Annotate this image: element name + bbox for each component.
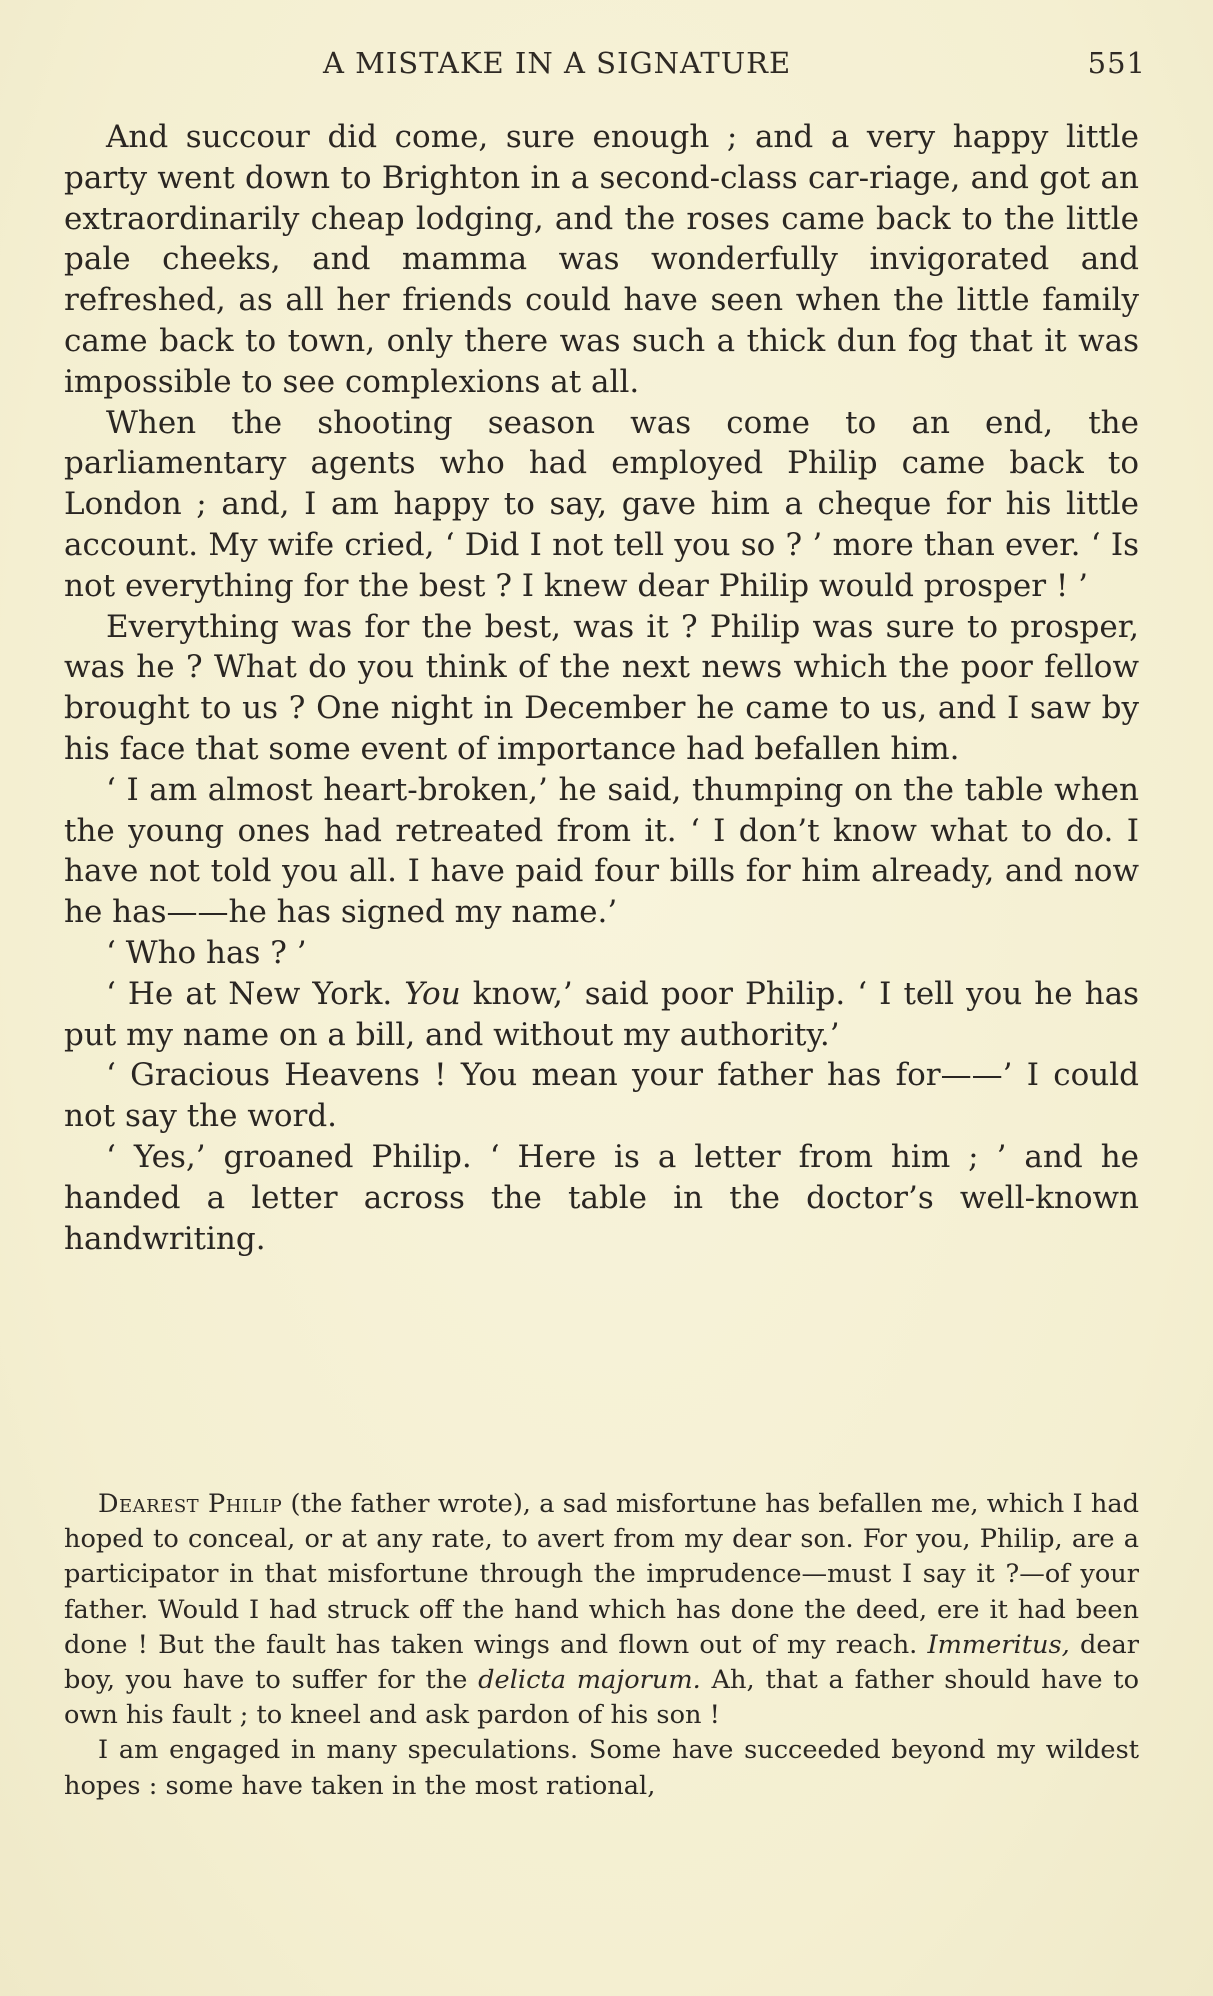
text-run: Ah, that a father should have to own his fault ; to kneel and ask pardon of his son ! xyxy=(64,1665,1139,1731)
letter-paragraph xyxy=(64,1487,1139,1733)
letter-paragraph: I am engaged in many speculations. Some have succeeded beyond my wildest hopes : some have taken in the most rational, xyxy=(64,1735,1139,1801)
text-run: dear boy, you have to suffer for the xyxy=(64,1629,1139,1696)
text-run: ‘ He at New York. xyxy=(106,975,405,1012)
paragraph: Everything was for the best, was it ? Philip was sure to prosper, was he ? What do you think of the next news which the poor fellow brought to us ? One night in December he came to us, and I saw by his face that some event of importance had befallen him. xyxy=(64,608,1139,767)
paragraph: When the shooting season was come to an end, the parliamentary agents who had employed Philip came back to London ; and, I am happy to say, gave him a cheque for his little account. My wife cried, ‘ Did I not tell you so ? ’ more than ever. ‘ Is not everything for the best ? I knew dear Philip would prosper ! ’ xyxy=(64,404,1139,604)
text-run: (the father wrote), a sad misfortune has befallen me, which I had hoped to conceal, or at any rate, to avert from my dear son. For you, Philip, are a participator in that misfortune through the imprudence—must I say it ?—of your father. Would I had struck off the hand which has done the deed, ere it had been done ! But the fault has taken wings and flown out of my reach. xyxy=(64,1489,1139,1660)
italic-run: Immeritus, xyxy=(927,1629,1070,1660)
paragraph xyxy=(64,974,1139,1056)
quoted-letter xyxy=(64,1487,1139,1804)
italic-run: delicta majorum. xyxy=(478,1665,701,1696)
text-run: know,’ said poor Philip. ‘ I tell you he has put my name on a bill, and without my authority.’ xyxy=(64,975,1140,1053)
paragraph: ‘ Gracious Heavens ! You mean your father has for——’ I could not say the word. xyxy=(64,1057,1139,1135)
letter-salutation: Dearest Philip xyxy=(98,1489,283,1519)
page-number: 551 xyxy=(1087,46,1146,80)
running-title: A MISTAKE IN A SIGNATURE xyxy=(323,46,792,80)
paragraph: And succour did come, sure enough ; and a very happy little party went down to Brighton in a second-class car-riage, and got an extraordinarily cheap lodging, and the roses came back to the little pale cheeks, and mamma was wonderfully invigorated and refreshed, as all her friends could have seen when the little family came back to town, only there was such a thick dun fog that it was impossible to see complexions at all. xyxy=(64,119,1139,400)
narrative-text xyxy=(64,117,1139,1259)
paragraph: ‘ I am almost heart-broken,’ he said, thumping on the table when the young ones had retreated from it. ‘ I don’t know what to do. I have not told you all. I have paid four bills for him already, and now he has——he has signed my name.’ xyxy=(64,771,1139,931)
paragraph: ‘ Yes,’ groaned Philip. ‘ Here is a letter from him ; ’ and he handed a letter across the table in the doctor’s well-known handwriting. xyxy=(64,1138,1139,1257)
italic-run: You xyxy=(404,975,461,1012)
paragraph: ‘ Who has ? ’ xyxy=(106,934,307,971)
running-head xyxy=(323,46,1146,86)
